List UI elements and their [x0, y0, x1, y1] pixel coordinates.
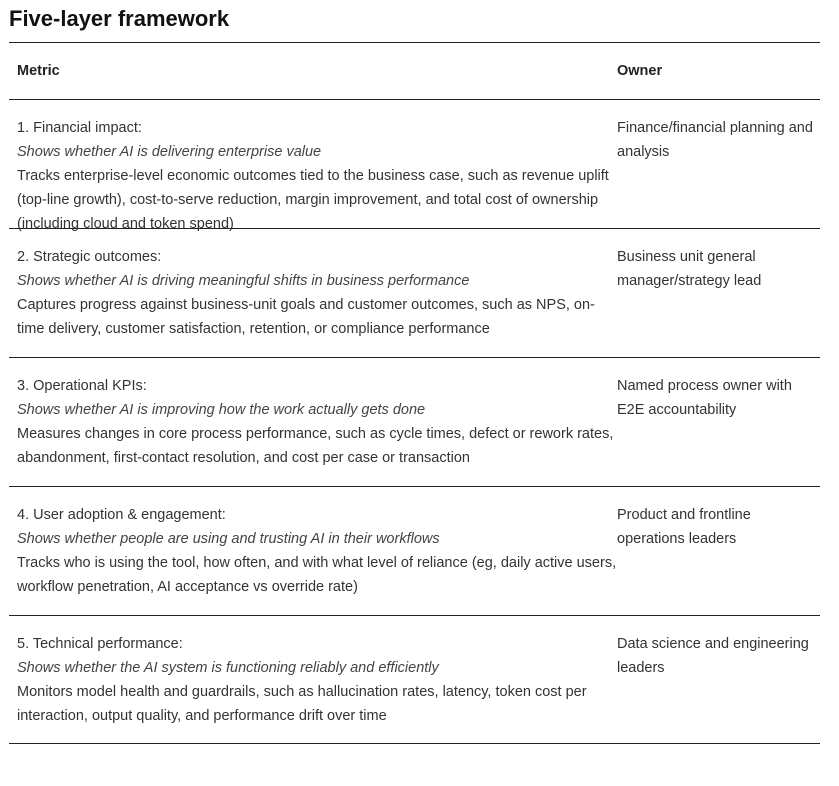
owner-text: Product and frontline operations leaders [617, 507, 751, 547]
metric-cell [9, 632, 617, 743]
owner-cell [617, 374, 820, 486]
metric-cell [9, 503, 617, 615]
metric-description: Monitors model health and guardrails, such as hallucination rates, latency, token cost per interaction, output quality, and performance drift over time [17, 684, 587, 724]
owner-text: Business unit general manager/strategy lead [617, 249, 762, 289]
metric-description: Captures progress against business-unit goals and customer outcomes, such as NPS, on-time delivery, customer satisfaction, retention, or compliance performance [17, 297, 595, 337]
metric-cell [9, 245, 617, 357]
metric-subtitle: Shows whether AI is delivering enterprise value [17, 144, 322, 160]
metric-cell [9, 116, 617, 232]
metric-subtitle: Shows whether AI is improving how the work actually gets done [17, 402, 426, 418]
owner-text: Data science and engineering leaders [617, 636, 809, 676]
metric-description: Tracks enterprise-level economic outcomes tied to the business case, such as revenue uplift (top-line growth), cost-to-serve reduction, margin improvement, and total cost of ownership (including cloud and token spend) [17, 168, 609, 232]
metric-subtitle: Shows whether people are using and trusting AI in their workflows [17, 531, 440, 547]
table-row [9, 487, 820, 616]
owner-text: Finance/financial planning and analysis [617, 120, 813, 160]
metric-name: 3. Operational KPIs: [17, 378, 147, 394]
metric-name: 1. Financial impact: [17, 120, 142, 136]
owner-cell [617, 503, 820, 615]
metric-name: 5. Technical performance: [17, 636, 183, 652]
metric-name: 2. Strategic outcomes: [17, 249, 162, 265]
table-row [9, 229, 820, 358]
table-row [9, 358, 820, 487]
table-row [9, 616, 820, 744]
owner-cell [617, 632, 820, 743]
page-title: Five-layer framework [9, 6, 230, 31]
table-header-row [9, 43, 820, 100]
metric-cell [9, 374, 617, 486]
metric-description: Measures changes in core process performance, such as cycle times, defect or rework rates, abandonment, first-contact resolution, and cost per case or transaction [17, 426, 614, 466]
metric-description: Tracks who is using the tool, how often, and with what level of reliance (eg, daily active users, workflow penetration, AI acceptance vs override rate) [17, 555, 617, 595]
metric-name: 4. User adoption & engagement: [17, 507, 226, 523]
owner-cell [617, 245, 820, 357]
metric-column-header: Metric [17, 63, 60, 79]
owner-column-header: Owner [617, 63, 663, 79]
owner-text: Named process owner with E2E accountability [617, 378, 792, 418]
owner-cell [617, 116, 820, 228]
table-row [9, 100, 820, 232]
metric-subtitle: Shows whether the AI system is functioning reliably and efficiently [17, 660, 439, 676]
metric-subtitle: Shows whether AI is driving meaningful shifts in business performance [17, 273, 470, 289]
framework-table [9, 42, 820, 744]
